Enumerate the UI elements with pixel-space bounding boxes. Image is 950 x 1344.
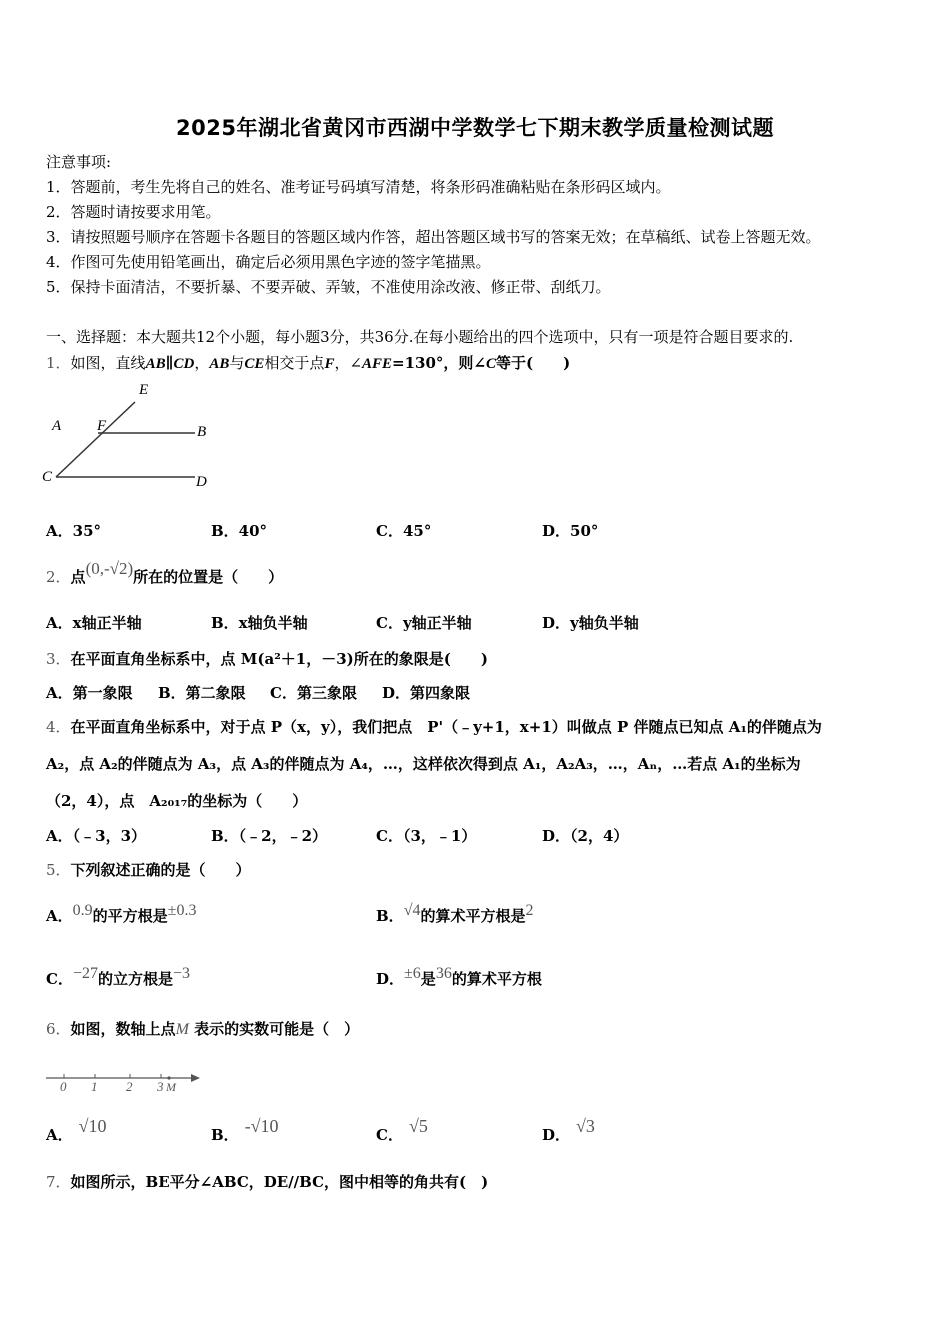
label-d: D xyxy=(196,474,207,490)
question-number: 5． xyxy=(46,861,71,879)
q1-math: F xyxy=(324,356,335,372)
notice-item: 2．答题时请按要求用笔。 xyxy=(46,203,221,221)
notice-item: 3．请按照题号顺序在答题卡各题目的答题区域内作答，超出答题区域书写的答案无效；在草稿纸、试卷上答题无效。 xyxy=(46,228,821,246)
option-a[interactable]: A．x轴正半轴 xyxy=(46,614,142,632)
option-label: C． xyxy=(376,1126,403,1144)
tick-label: 0 xyxy=(60,1079,67,1094)
question-number: 6． xyxy=(46,1020,71,1038)
option-a[interactable]: A．35° xyxy=(46,522,102,540)
q1-text: ，∠ xyxy=(334,354,363,372)
option-a[interactable]: A．第一象限 xyxy=(46,684,133,702)
option-label: D． xyxy=(376,970,405,988)
option-c[interactable] xyxy=(376,1116,428,1144)
option-c[interactable]: C．第三象限 xyxy=(270,684,357,702)
q4-text: A₂，点 A₂的伴随点为 A₃，点 A₃的伴随点为 A₄，…，这样依次得到点 A₁，A₂A₃，…，Aₙ，…若点 A₁的坐标为 xyxy=(46,755,801,773)
q2-point: (0,-√2) xyxy=(85,559,134,578)
option-b[interactable]: B．第二象限 xyxy=(158,684,246,702)
option-d[interactable]: D．y轴负半轴 xyxy=(542,614,639,632)
label-a: A xyxy=(52,418,62,434)
q4-text: 在平面直角坐标系中，对于点 P（x，y），我们把点 P'（﹣y+1，x+1）叫做点 P 伴随点已知点 A₁的伴随点为 xyxy=(70,718,822,736)
option-math: √10 xyxy=(78,1116,107,1136)
q5-text: 下列叙述正确的是（ ） xyxy=(70,861,251,879)
q1-math: AB xyxy=(209,356,230,372)
notice-item: 1．答题前，考生先将自己的姓名、准考证号码填写清楚，将条形码准确粘贴在条形码区域内。 xyxy=(46,178,671,196)
q1-math: AFE xyxy=(362,356,393,372)
question-number: 3． xyxy=(46,650,71,668)
option-math: ±0.3 xyxy=(167,902,197,919)
option-b[interactable]: B．40° xyxy=(211,522,268,540)
tick-label: 3 xyxy=(157,1079,164,1094)
q1-math: C xyxy=(486,356,497,372)
question-2 xyxy=(46,559,284,587)
option-text: 的平方根是 xyxy=(92,907,168,925)
q6-math: M xyxy=(175,1021,189,1038)
question-number: 1． xyxy=(46,354,71,372)
notice-item: 4．作图可先使用铅笔画出，确定后必须用黑色字迹的签字笔描黑。 xyxy=(46,253,491,271)
q1-text: 如图，直线 xyxy=(70,354,146,372)
option-math: −27 xyxy=(72,965,98,982)
number-line xyxy=(44,1068,204,1096)
q1-text: ， xyxy=(194,354,210,372)
option-c[interactable]: C．y轴正半轴 xyxy=(376,614,472,632)
option-d[interactable] xyxy=(376,965,542,989)
option-c[interactable] xyxy=(46,965,191,989)
option-d[interactable] xyxy=(542,1116,595,1144)
option-text: 的立方根是 xyxy=(97,970,173,988)
option-text: 的算术平方根 xyxy=(451,970,542,988)
option-label: B． xyxy=(211,1126,239,1144)
option-text: 是 xyxy=(420,970,436,988)
option-math: -√10 xyxy=(244,1116,279,1136)
option-math: 36 xyxy=(435,965,452,982)
question-number: 4． xyxy=(46,718,71,736)
q7-text: 如图所示，BE平分∠ABC，DE//BC，图中相等的角共有( ) xyxy=(70,1173,489,1191)
option-a[interactable] xyxy=(46,902,197,926)
line-ce xyxy=(56,402,135,477)
tick-label: 1 xyxy=(91,1079,98,1094)
option-d[interactable]: D．50° xyxy=(542,522,599,540)
q1-text: =130°，则∠ xyxy=(392,354,486,372)
option-math: ±6 xyxy=(404,965,421,982)
label-f: F xyxy=(97,418,107,434)
option-label: A． xyxy=(46,1126,73,1144)
q2-text: 所在的位置是（ ） xyxy=(133,568,284,586)
option-b[interactable] xyxy=(211,1116,279,1144)
question-number: 2． xyxy=(46,568,71,586)
option-math: √4 xyxy=(403,902,421,919)
q4-text: （2，4），点 A₂₀₁₇的坐标为（ ） xyxy=(46,792,308,810)
question-1 xyxy=(46,352,570,373)
question-3 xyxy=(46,648,488,669)
option-text: 的算术平方根是 xyxy=(420,907,526,925)
question-5 xyxy=(46,859,251,880)
question-6 xyxy=(46,1018,359,1039)
option-label: D． xyxy=(542,1126,571,1144)
section-heading: 一、选择题：本大题共12个小题，每小题3分，共36分.在每小题给出的四个选项中，只有一项是符合题目要求的. xyxy=(46,328,794,346)
option-a[interactable]: A．（﹣3，3） xyxy=(46,827,147,845)
label-e: E xyxy=(139,382,149,398)
option-b[interactable] xyxy=(376,902,534,926)
option-b[interactable]: B．（﹣2，﹣2） xyxy=(211,827,328,845)
option-c[interactable]: C．45° xyxy=(376,522,432,540)
option-d[interactable]: D．（2，4） xyxy=(542,827,629,845)
option-a[interactable] xyxy=(46,1116,107,1144)
option-label: C． xyxy=(46,970,73,988)
option-math: √5 xyxy=(408,1116,428,1136)
notice-section xyxy=(46,150,821,300)
q1-text: 等于( ) xyxy=(496,354,571,372)
option-math: 0.9 xyxy=(72,902,93,919)
label-c: C xyxy=(42,469,53,485)
q1-figure xyxy=(40,378,220,493)
option-label: A． xyxy=(46,907,73,925)
axis-arrow xyxy=(191,1074,200,1082)
option-c[interactable]: C．（3，﹣1） xyxy=(376,827,477,845)
option-d[interactable]: D．第四象限 xyxy=(382,684,471,702)
q2-text: 点 xyxy=(70,568,86,586)
point-label: M xyxy=(166,1080,176,1094)
q1-text: 相交于点 xyxy=(264,354,325,372)
q6-text: 如图，数轴上点 xyxy=(70,1020,176,1038)
q1-math: AB∥CD xyxy=(145,356,195,372)
option-b[interactable]: B．x轴负半轴 xyxy=(211,614,308,632)
option-math: −3 xyxy=(173,965,191,982)
notice-heading: 注意事项: xyxy=(46,153,112,171)
q3-text: 在平面直角坐标系中，点 M(a²＋1，－3)所在的象限是( ) xyxy=(70,650,488,668)
question-4 xyxy=(46,716,822,737)
page-title: 2025年湖北省黄冈市西湖中学数学七下期末教学质量检测试题 xyxy=(176,116,774,140)
q1-text: 与 xyxy=(229,354,245,372)
q6-text: 表示的实数可能是（ ） xyxy=(188,1020,360,1038)
option-label: B． xyxy=(376,907,404,925)
q1-math: CE xyxy=(244,356,265,372)
notice-item: 5．保持卡面清洁，不要折暴、不要弄破、弄皱，不准使用涂改液、修正带、刮纸刀。 xyxy=(46,278,611,296)
question-7 xyxy=(46,1171,488,1192)
tick-label: 2 xyxy=(126,1079,133,1094)
option-math: 2 xyxy=(525,902,534,919)
option-math: √3 xyxy=(576,1116,595,1136)
question-number: 7． xyxy=(46,1173,71,1191)
label-b: B xyxy=(197,424,207,440)
